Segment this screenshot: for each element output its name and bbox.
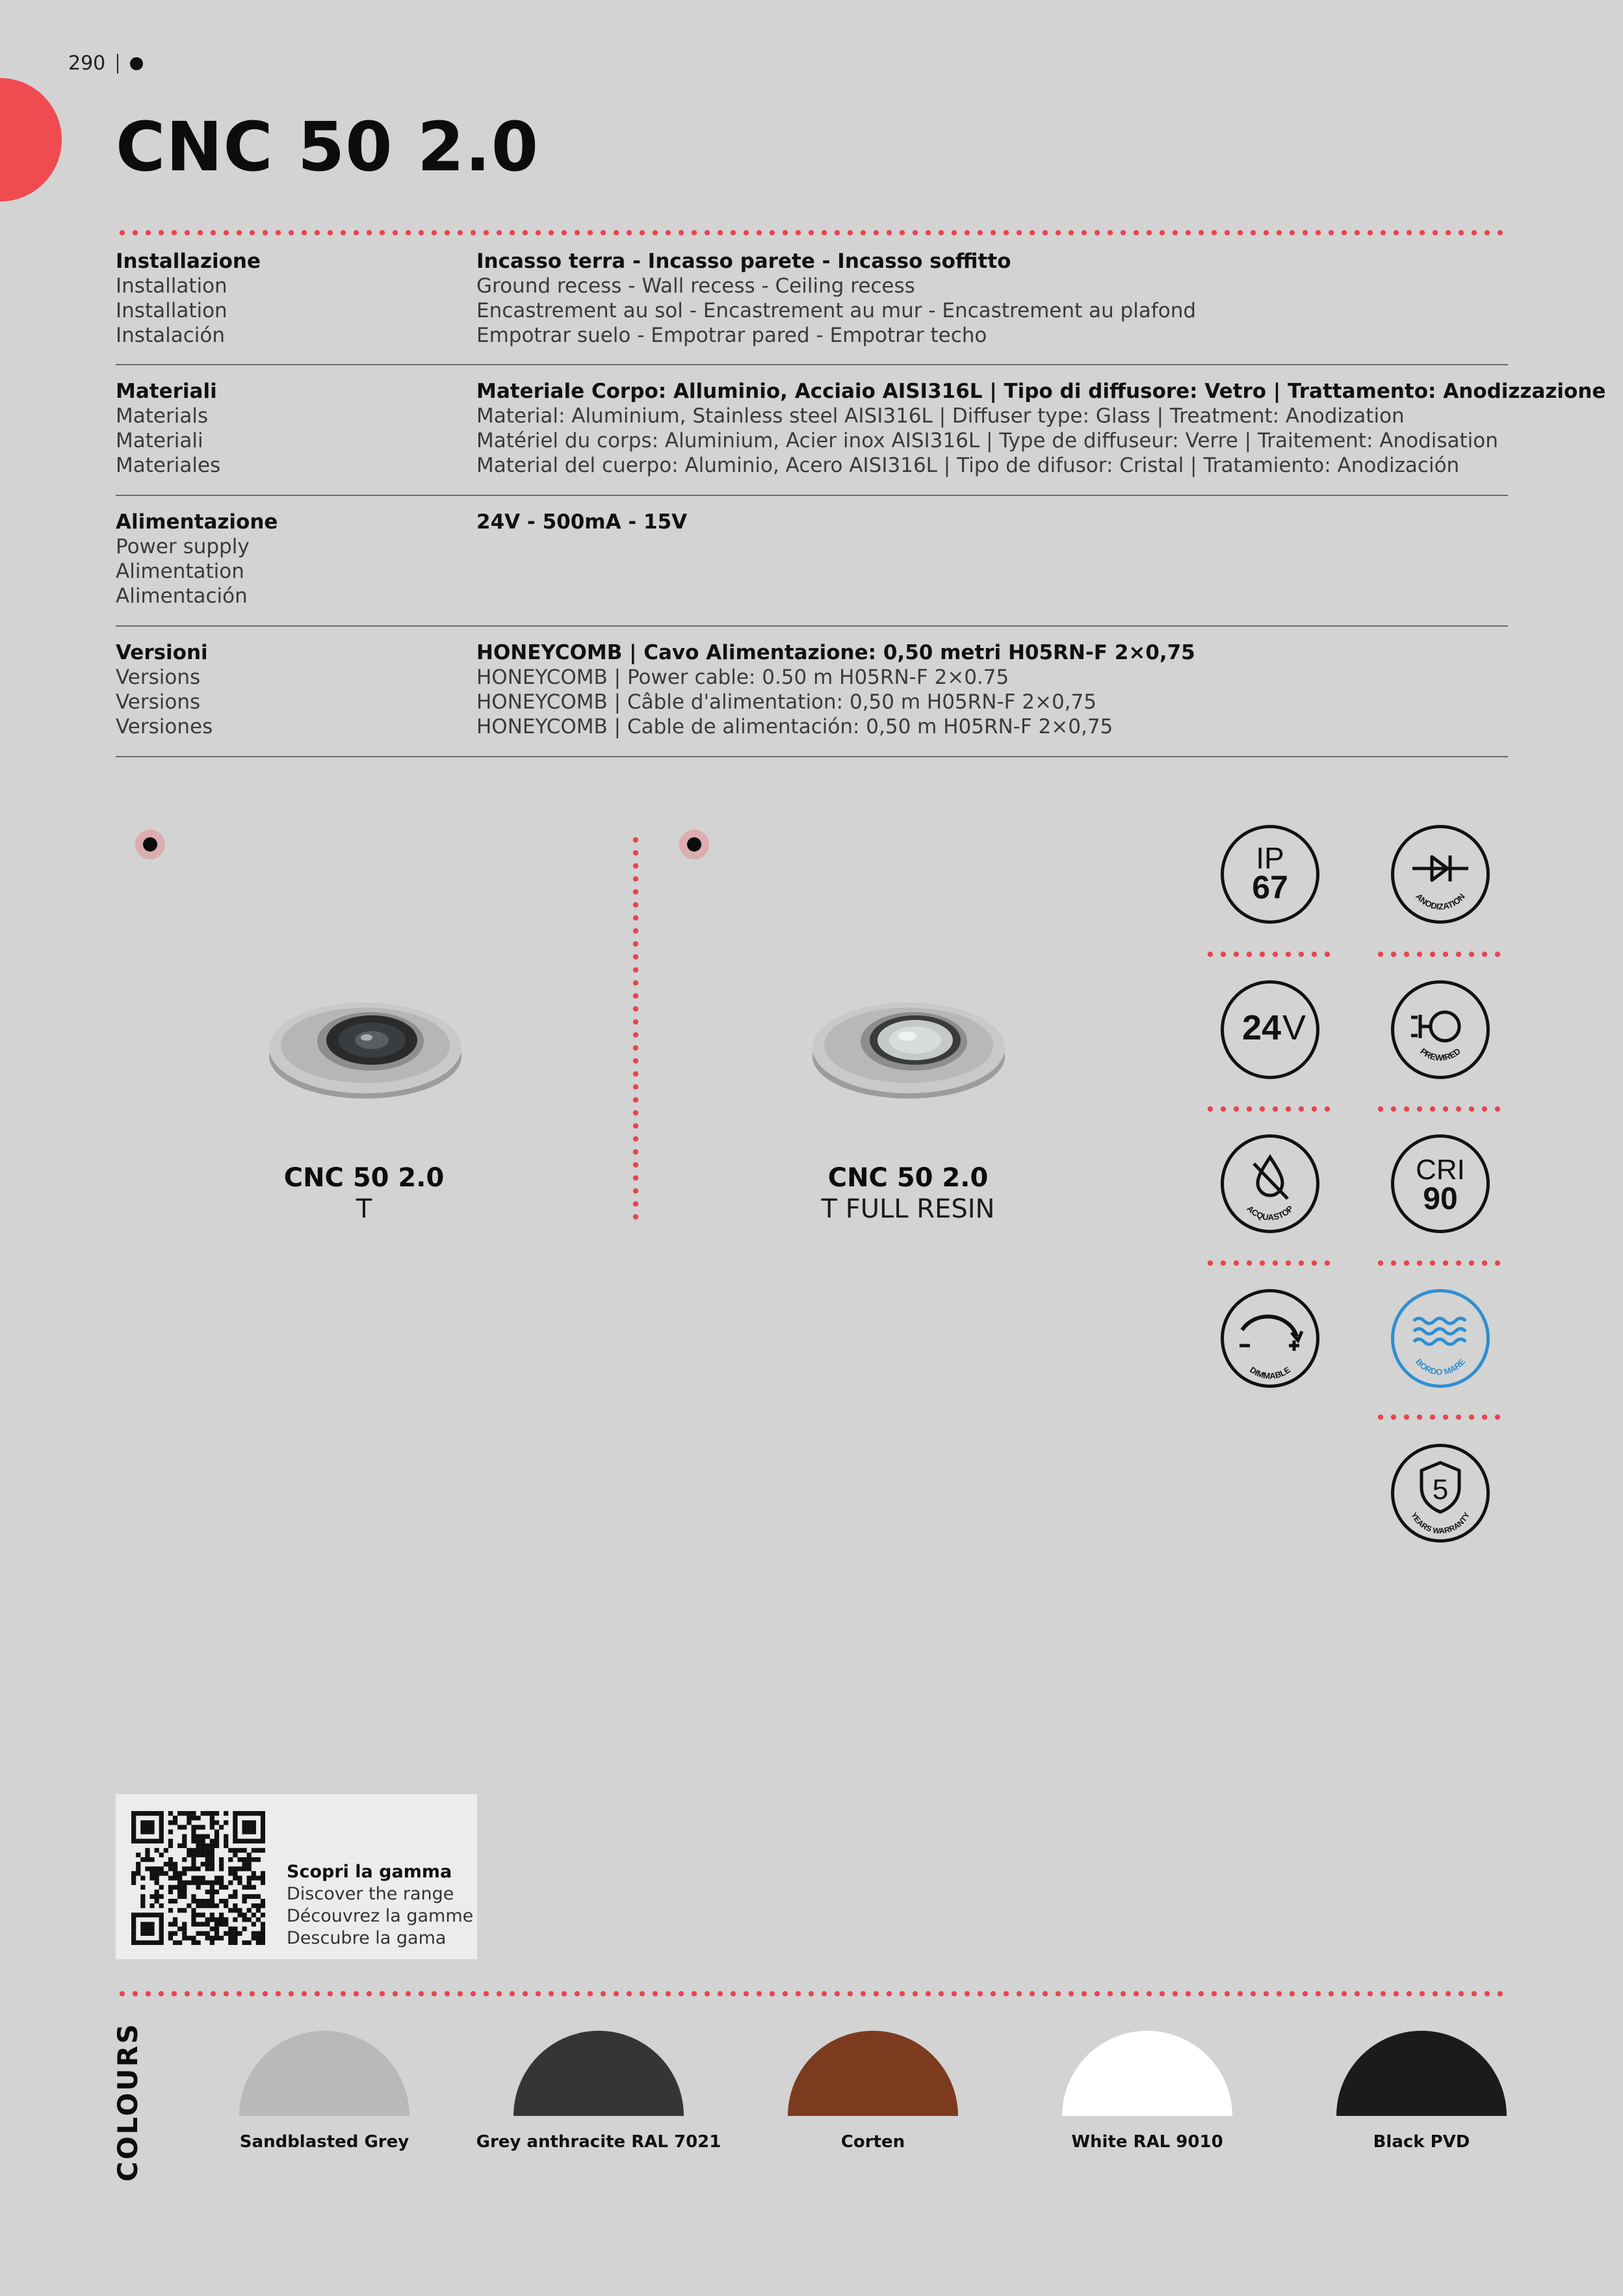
dotted-divider [116,1990,1508,1997]
ip67-icon [1221,825,1319,924]
svg-text:ACQUASTOP [1245,1203,1295,1222]
dotted-divider [116,229,1508,236]
qr-caption-line: Scopri la gamma [287,1862,452,1882]
colour-name: White RAL 9010 [1071,2132,1223,2152]
svg-text:PREWIRED [1418,1046,1462,1062]
voltage-unit: V [1282,1008,1306,1047]
dotted-divider [632,833,639,1220]
voltage-24v-icon [1221,980,1319,1079]
ip-value: 67 [1252,869,1288,906]
anodization-icon [1391,825,1490,924]
spec-value: Materiale Corpo: Alluminio, Acciaio AISI316L | Tipo di diffusore: Vetro | Trattamento: Anodizzazione [476,380,1606,403]
spec-label: Versions [116,666,201,689]
spec-value: Material del cuerpo: Aluminio, Acero AISI316L | Tipo de difusor: Cristal | Tratamiento: Anodización [476,454,1460,477]
colour-swatch [239,2031,409,2116]
spec-materials [116,379,1606,496]
colour-name: Sandblasted Grey [239,2132,409,2152]
cri90-icon [1391,1134,1490,1233]
prewired-label: PREWIRED [1418,1046,1462,1063]
svg-text:BORDO MARE [1414,1357,1467,1377]
colour-swatch [513,2031,684,2116]
recessed-light-resin-lens-icon [805,969,1013,1112]
colour-name: Corten [840,2132,905,2152]
spec-installation [116,249,1508,365]
variant-name [136,1162,591,1225]
prewired-icon [1391,980,1490,1079]
spec-value: HONEYCOMB | Power cable: 0.50 m H05RN-F 2×0.75 [476,666,1009,689]
qr-caption-line: Découvrez la gamme [287,1906,474,1926]
spec-label: Versioni [116,641,208,664]
svg-text:YEARS WARRANTY [1409,1511,1472,1535]
spec-value: Empotrar suelo - Empotrar pared - Empotrar techo [476,324,987,347]
spec-label: Versions [116,690,201,714]
page-title: CNC 50 2.0 [116,107,539,187]
dotted-divider [1374,1414,1507,1420]
qr-code-panel[interactable] [116,1794,477,1959]
recessed-light-dark-lens-icon [261,969,469,1112]
colour-swatch [1062,2031,1232,2116]
spec-value: Matériel du corps: Aluminium, Acier inox AISI316L | Type de diffuseur: Verre | Traitement: Anodisation [476,429,1498,452]
dimmable-label: DIMMABLE [1247,1364,1293,1381]
page-number-text: 290 [68,52,106,75]
bordo-mare-icon [1391,1289,1490,1388]
variant-title: CNC 50 2.0 [283,1163,445,1193]
page-number [68,52,143,75]
qr-caption-line: Descubre la gama [287,1928,447,1948]
variant-subtitle: T [356,1194,372,1224]
dotted-divider [1374,951,1507,958]
spec-label: Materiali [116,429,203,452]
spec-label: Materials [116,404,209,428]
spec-label: Versiones [116,715,213,738]
spec-power-supply [116,510,1508,627]
acquastop-label: ACQUASTOP [1245,1203,1295,1223]
colours-heading: COLOURS [112,2022,144,2182]
spec-value: HONEYCOMB | Cavo Alimentazione: 0,50 metri H05RN-F 2×0,75 [476,641,1195,664]
spec-value: Ground recess - Wall recess - Ceiling recess [476,274,915,298]
dotted-divider [1374,1106,1507,1112]
dotted-divider [1204,1260,1337,1266]
spec-value: 24V - 500mA - 15V [476,510,688,534]
svg-text:ANODIZATION [1414,891,1466,911]
spec-value: Encastrement au sol - Encastrement au mur - Encastrement au plafond [476,299,1197,322]
dotted-divider [1204,951,1337,958]
colour-name: Grey anthracite RAL 7021 [476,2132,721,2152]
spec-label: Alimentación [116,584,248,608]
spec-label: Alimentazione [116,510,278,534]
colour-name: Black PVD [1373,2132,1470,2152]
dotted-divider [1204,1106,1337,1112]
spec-label: Materiali [116,380,217,403]
divider [117,54,118,73]
spec-value: Incasso terra - Incasso parete - Incasso soffitto [476,250,1011,273]
qr-caption-line: Discover the range [287,1884,454,1904]
spec-label: Installation [116,274,227,298]
warranty-years: 5 [1432,1474,1449,1506]
accent-circle [0,78,62,202]
cri-value: 90 [1423,1182,1458,1216]
spec-value: HONEYCOMB | Câble d'alimentation: 0,50 m H05RN-F 2×0,75 [476,690,1097,714]
colour-swatch [1336,2031,1507,2116]
warranty-5-years-icon [1391,1444,1490,1543]
warranty-label: YEARS WARRANTY [1409,1511,1472,1536]
acquastop-icon [1221,1134,1319,1233]
svg-text:DIMMABLE [1248,1364,1292,1381]
anodization-label: ANODIZATION [1414,891,1467,912]
spec-versions [116,640,1508,757]
spec-label: Alimentation [116,560,244,583]
spec-label: Installazione [116,250,261,273]
spec-value: Material: Aluminium, Stainless steel AISI316L | Diffuser type: Glass | Treatment: Anodization [476,404,1405,428]
spec-label: Materiales [116,454,221,477]
spec-value: HONEYCOMB | Cable de alimentación: 0,50 m H05RN-F 2×0,75 [476,715,1113,738]
variant-marker-icon [679,829,709,859]
spec-label: Power supply [116,535,250,558]
dotted-divider [1374,1260,1507,1266]
voltage-value: 24 [1241,1008,1282,1047]
variant-subtitle: T FULL RESIN [821,1194,995,1224]
cri-label: CRI [1416,1154,1465,1186]
ip-label: IP [1256,841,1284,875]
dimmable-icon [1221,1289,1319,1388]
variant-marker-icon [135,829,165,859]
variant-name [681,1162,1136,1225]
spec-label: Installation [116,299,227,322]
spec-label: Instalación [116,324,225,347]
colour-swatch [788,2031,958,2116]
qr-caption [287,1861,473,1950]
qr-code-icon[interactable] [131,1811,265,1945]
bullet-icon [130,57,143,70]
variant-title: CNC 50 2.0 [827,1163,989,1193]
bordo-mare-label: BORDO MARE [1413,1357,1468,1377]
